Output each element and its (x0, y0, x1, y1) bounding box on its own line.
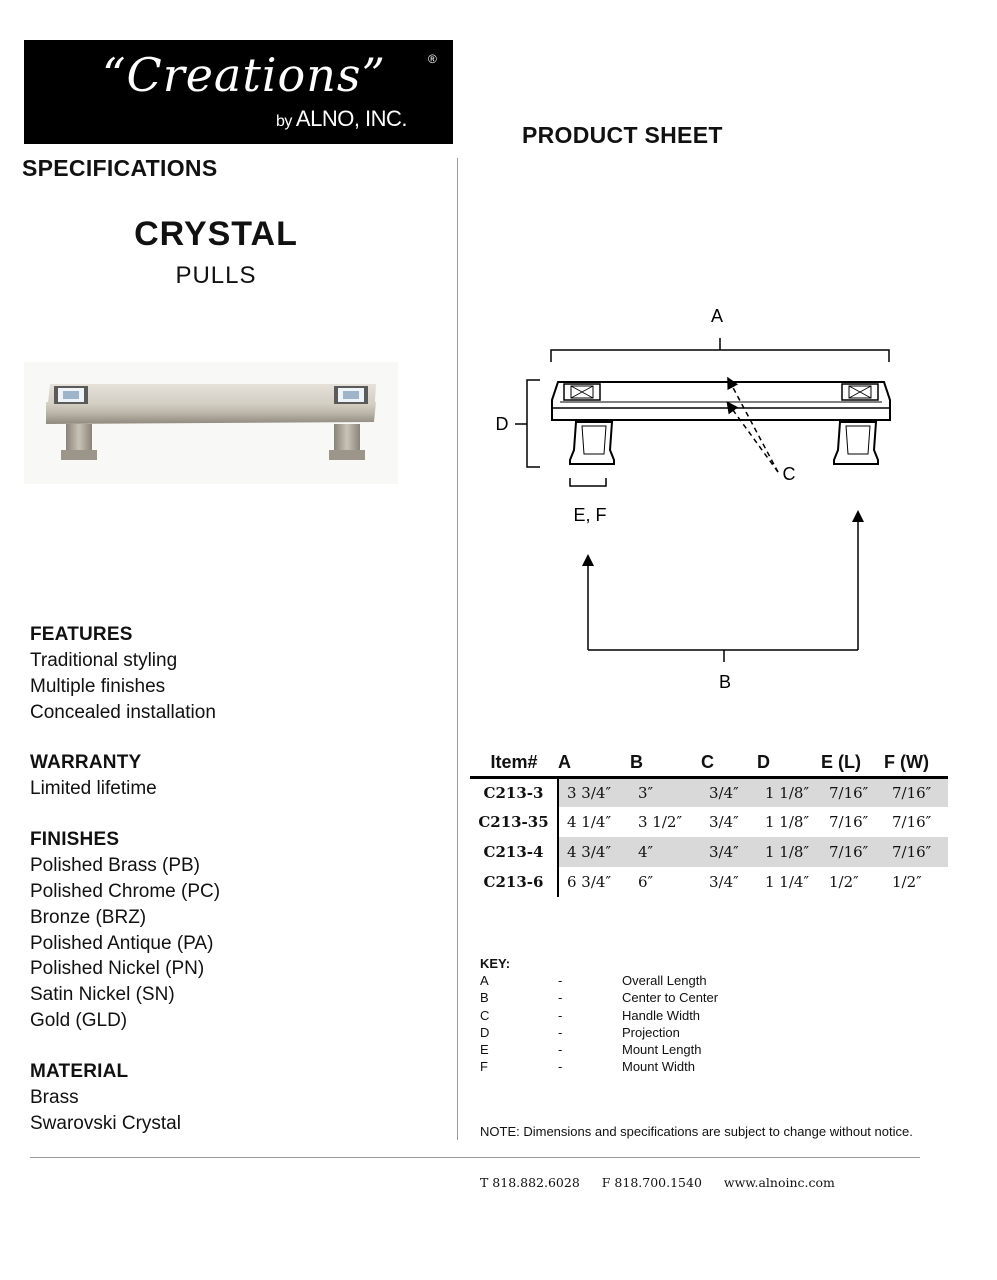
cell-a: 6 3/4″ (567, 873, 612, 891)
product-photo (24, 362, 398, 484)
dimension-diagram-svg (480, 300, 930, 700)
section-item: Polished Antique (PA) (30, 932, 214, 954)
section-item: Gold (GLD) (30, 1009, 128, 1031)
cell-d: 1 1/8″ (757, 837, 821, 867)
key-dash: - (558, 1007, 563, 1023)
spec-section-material (30, 1059, 440, 1137)
cell-c: 3/4″ (701, 777, 757, 807)
diagram-label-d: D (495, 414, 509, 434)
key-title: KEY: (480, 956, 511, 971)
key-dash: - (558, 1059, 563, 1075)
pull-handle-image (24, 362, 398, 484)
dimension-bracket-d (527, 380, 540, 467)
section-title: FEATURES (30, 624, 133, 645)
specification-sections (30, 622, 440, 1161)
cell-b: 4″ (630, 837, 701, 867)
key-letter: A (480, 973, 489, 989)
dimension-diagram (480, 300, 930, 700)
column-header-item: Item# (490, 752, 538, 773)
key-desc: Handle Width (622, 1007, 701, 1023)
disclaimer-note: NOTE: Dimensions and specifications are subject to change without notice. (480, 1124, 913, 1139)
handle-outline (552, 382, 890, 420)
section-title: MATERIAL (30, 1060, 129, 1082)
column-header-a: A (558, 752, 571, 773)
key-dash: - (558, 973, 563, 989)
diagram-label-c: C (782, 464, 796, 484)
logo-by: by (276, 113, 292, 130)
column-header-c: C (701, 752, 714, 773)
key-dash: - (558, 1042, 563, 1058)
key-letter: C (480, 1007, 490, 1023)
section-item: Multiple finishes (30, 675, 166, 697)
spec-section-features (30, 622, 440, 725)
section-item: Swarovski Crystal (30, 1112, 181, 1134)
cell-f: 7/16″ (892, 813, 932, 831)
section-title: WARRANTY (30, 752, 142, 774)
column-header-f: F (W) (884, 752, 929, 773)
handle-leg-right (834, 422, 878, 464)
section-item: Bronze (BRZ) (30, 906, 147, 928)
item-number: C213-35 (470, 807, 558, 837)
key-dash: - (558, 1024, 563, 1040)
key-dash: - (558, 990, 563, 1006)
product-name: CRYSTAL (134, 215, 298, 253)
key-desc: Mount Width (622, 1059, 695, 1075)
cell-b: 6″ (638, 873, 654, 891)
cell-d: 1 1/8″ (765, 813, 810, 831)
cell-c: 3/4″ (709, 873, 739, 891)
key-letter: B (480, 990, 489, 1006)
spec-section-finishes (30, 827, 440, 1034)
table-header-row (470, 750, 948, 777)
website-link[interactable]: www.alnoinc.com (723, 1175, 835, 1190)
logo-registered-mark: ® (428, 52, 437, 66)
diagram-label-b: B (718, 672, 732, 692)
phone-number: T 818.882.6028 (480, 1175, 580, 1190)
key-desc: Overall Length (622, 973, 707, 989)
dimension-key (480, 955, 900, 1075)
key-desc: Projection (622, 1024, 680, 1040)
column-header-d: D (757, 752, 770, 773)
key-row (480, 989, 900, 1006)
dimension-bracket-ef (570, 478, 606, 486)
column-header-e: E (L) (821, 752, 861, 773)
handle-leg-left (570, 422, 614, 464)
fax-number: F 818.700.1540 (601, 1175, 702, 1190)
key-letter: F (480, 1059, 488, 1075)
cell-e: 7/16″ (829, 813, 869, 831)
specifications-heading: SPECIFICATIONS (22, 155, 218, 181)
diagram-label-a: A (710, 306, 724, 326)
cell-b: 3 1/2″ (638, 813, 683, 831)
cell-c: 3/4″ (709, 813, 739, 831)
section-item: Polished Chrome (PC) (30, 880, 221, 902)
cell-b: 3″ (630, 777, 701, 807)
diagram-label-ef: E, F (573, 505, 607, 525)
dimension-bracket-a (551, 350, 889, 362)
item-number: C213-3 (470, 777, 558, 807)
logo-company-name: ALNO, INC. (295, 106, 408, 131)
product-sheet-heading: PRODUCT SHEET (522, 122, 723, 148)
column-header-b: B (630, 752, 643, 773)
key-desc: Mount Length (622, 1042, 702, 1058)
footer-divider (30, 1157, 920, 1158)
key-letter: D (480, 1024, 490, 1040)
logo-wordmark: “Creations” (102, 48, 386, 102)
brand-logo (24, 40, 453, 144)
spec-section-warranty (30, 750, 440, 802)
product-type: PULLS (175, 262, 257, 289)
section-item: Satin Nickel (SN) (30, 984, 175, 1006)
table-row (470, 837, 948, 867)
section-item: Limited lifetime (30, 778, 157, 800)
key-rows (480, 972, 900, 1075)
dimensions-table (470, 750, 948, 897)
table-row (470, 867, 948, 897)
cell-e: 7/16″ (821, 837, 884, 867)
section-item: Concealed installation (30, 701, 216, 723)
key-row (480, 1041, 900, 1058)
section-item: Polished Nickel (PN) (30, 958, 205, 980)
cell-f: 1/2″ (892, 873, 922, 891)
cell-d: 1 1/4″ (765, 873, 810, 891)
table-row (470, 777, 948, 807)
cell-e: 1/2″ (829, 873, 859, 891)
cell-a: 4 3/4″ (558, 837, 630, 867)
key-row (480, 1024, 900, 1041)
key-row (480, 972, 900, 989)
cell-c: 3/4″ (701, 837, 757, 867)
key-desc: Center to Center (622, 990, 719, 1006)
cell-f: 7/16″ (884, 837, 948, 867)
vertical-divider (457, 158, 458, 1140)
cell-f: 7/16″ (884, 777, 948, 807)
table-row (470, 807, 948, 837)
logo-company (276, 106, 407, 132)
item-number: C213-4 (470, 837, 558, 867)
section-item: Polished Brass (PB) (30, 855, 201, 877)
key-letter: E (480, 1042, 489, 1058)
cell-e: 7/16″ (821, 777, 884, 807)
section-item: Brass (30, 1086, 79, 1108)
section-item: Traditional styling (30, 650, 178, 671)
item-number: C213-6 (470, 867, 558, 897)
cell-d: 1 1/8″ (757, 777, 821, 807)
section-title: FINISHES (30, 829, 120, 851)
key-row (480, 1007, 900, 1024)
cell-a: 4 1/4″ (567, 813, 612, 831)
key-row (480, 1058, 900, 1075)
contact-info (480, 1175, 853, 1190)
cell-a: 3 3/4″ (558, 777, 630, 807)
